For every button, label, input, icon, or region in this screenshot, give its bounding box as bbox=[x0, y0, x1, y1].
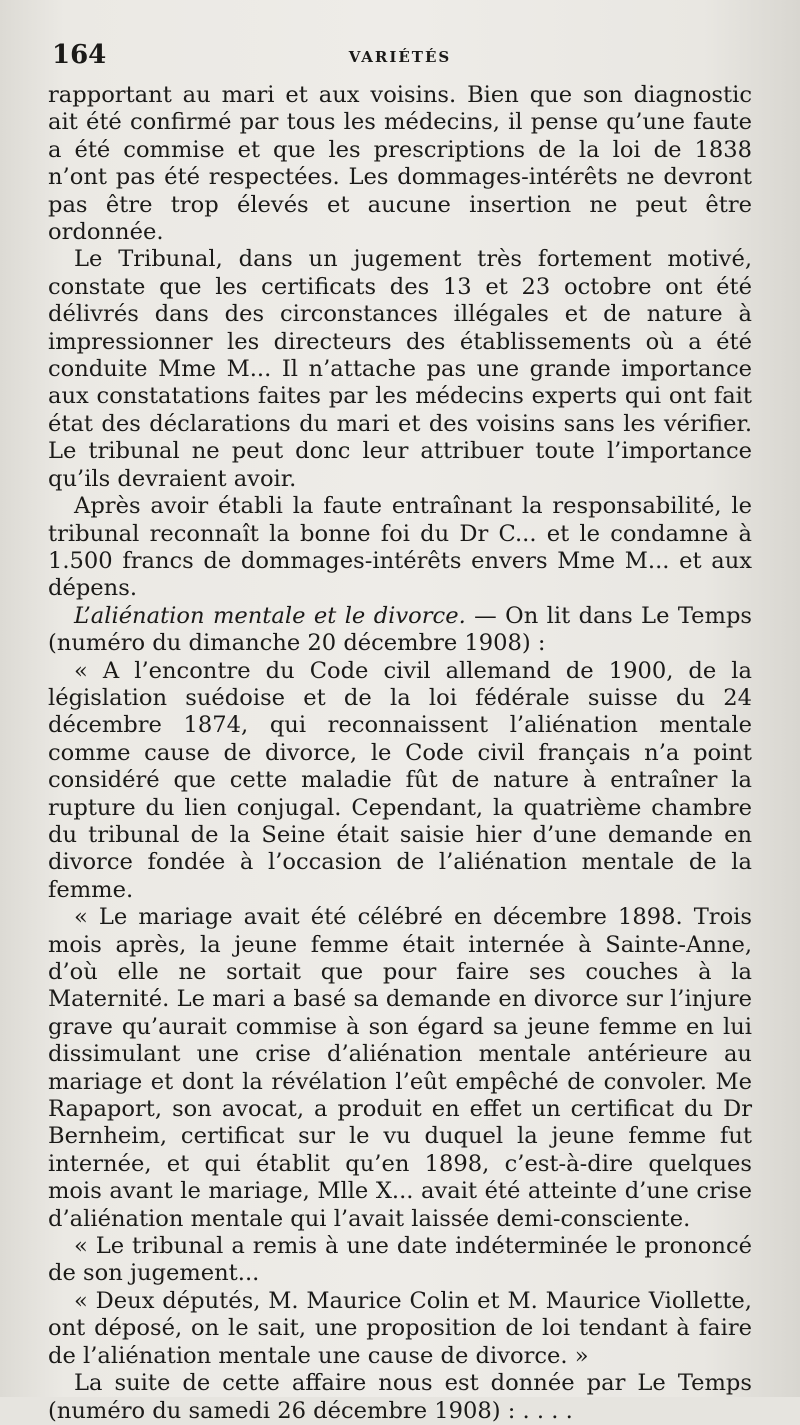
paragraph-6: « Le mariage avait été célébré en décembre 1898. Trois mois après, la jeune femme était internée à Sainte-Anne, d’où elle ne sortait que pour faire ses couches à la Maternité. Le mari a basé sa demande en divorce sur l’injure grave qu’aurait commise à son égard sa jeune femme en lui dissimulant une crise d’aliénation mentale antérieure au mariage et dont la révélation l’eût empêché de convoler. Me Rapaport, son avocat, a produit en effet un certificat du Dr Bernheim, certificat sur le vu duquel la jeune femme fut internée, et qui établit qu’en 1898, c’est-à-dire quelques mois avant le mariage, Mlle X... avait été atteinte d’une crise d’aliénation mentale qui l’avait laissée demi-consciente. bbox=[48, 904, 752, 1232]
paragraph-5: « A l’encontre du Code civil allemand de 1900, de la législation suédoise et de la loi fédérale suisse du 24 décembre 1874, qui reconnaissent l’aliénation mentale comme cause de divorce, le Code civil français n’a point considéré que cette maladie fût de nature à entraîner la rupture du lien conjugal. Cependant, la quatrième chambre du tribunal de la Seine était saisie hier d’une demande en divorce fondée à l’occasion de l’aliénation mentale de la femme. bbox=[48, 657, 752, 903]
paragraph-9: La suite de cette affaire nous est donnée par Le Temps (numéro du samedi 26 décembre 1908) : . . . . bbox=[48, 1370, 752, 1424]
paragraph-3: Après avoir établi la faute entraînant la responsabilité, le tribunal reconnaît la bonne foi du Dr C... et le condamne à 1.500 francs de dommages-intérêts envers Mme M... et aux dépens. bbox=[48, 493, 752, 602]
paragraph-4-text: — On lit dans Le Temps (numéro du dimanche 20 décembre 1908) : bbox=[48, 602, 753, 657]
section-heading: L’aliénation mentale et le divorce. bbox=[74, 602, 466, 629]
paragraph-7: « Le tribunal a remis à une date indéterminée le prononcé de son jugement... bbox=[48, 1233, 752, 1287]
paragraph-1: rapportant au mari et aux voisins. Bien que son diagnostic ait été confirmé par tous les médecins, il pense qu’une faute a été commise et que les prescriptions de la loi de 1838 n’ont pas été respectées. Les dommages-intérêts ne devront pas être trop élevés et aucune insertion ne peut être ordonnée. bbox=[48, 82, 752, 246]
body-text bbox=[48, 82, 752, 1425]
running-head bbox=[48, 34, 752, 82]
running-title: VARIÉTÉS bbox=[348, 48, 452, 66]
paragraph-8: « Deux députés, M. Maurice Colin et M. Maurice Viollette, ont déposé, on le sait, une proposition de loi tendant à faire de l’aliénation mentale une cause de divorce. » bbox=[48, 1287, 752, 1369]
page-number: 164 bbox=[52, 40, 107, 70]
paragraph-2: Le Tribunal, dans un jugement très fortement motivé, constate que les certificats des 13 et 23 octobre ont été délivrés dans des circonstances illégales et de nature à impressionner les directeurs des établissements où a été conduite Mme M... Il n’attache pas une grande importance aux constatations faites par les médecins experts qui ont fait état des déclarations du mari et des voisins sans les vérifier. Le tribunal ne peut donc leur attribuer toute l’importance qu’ils devraient avoir. bbox=[48, 246, 752, 492]
paragraph-4 bbox=[48, 603, 752, 658]
